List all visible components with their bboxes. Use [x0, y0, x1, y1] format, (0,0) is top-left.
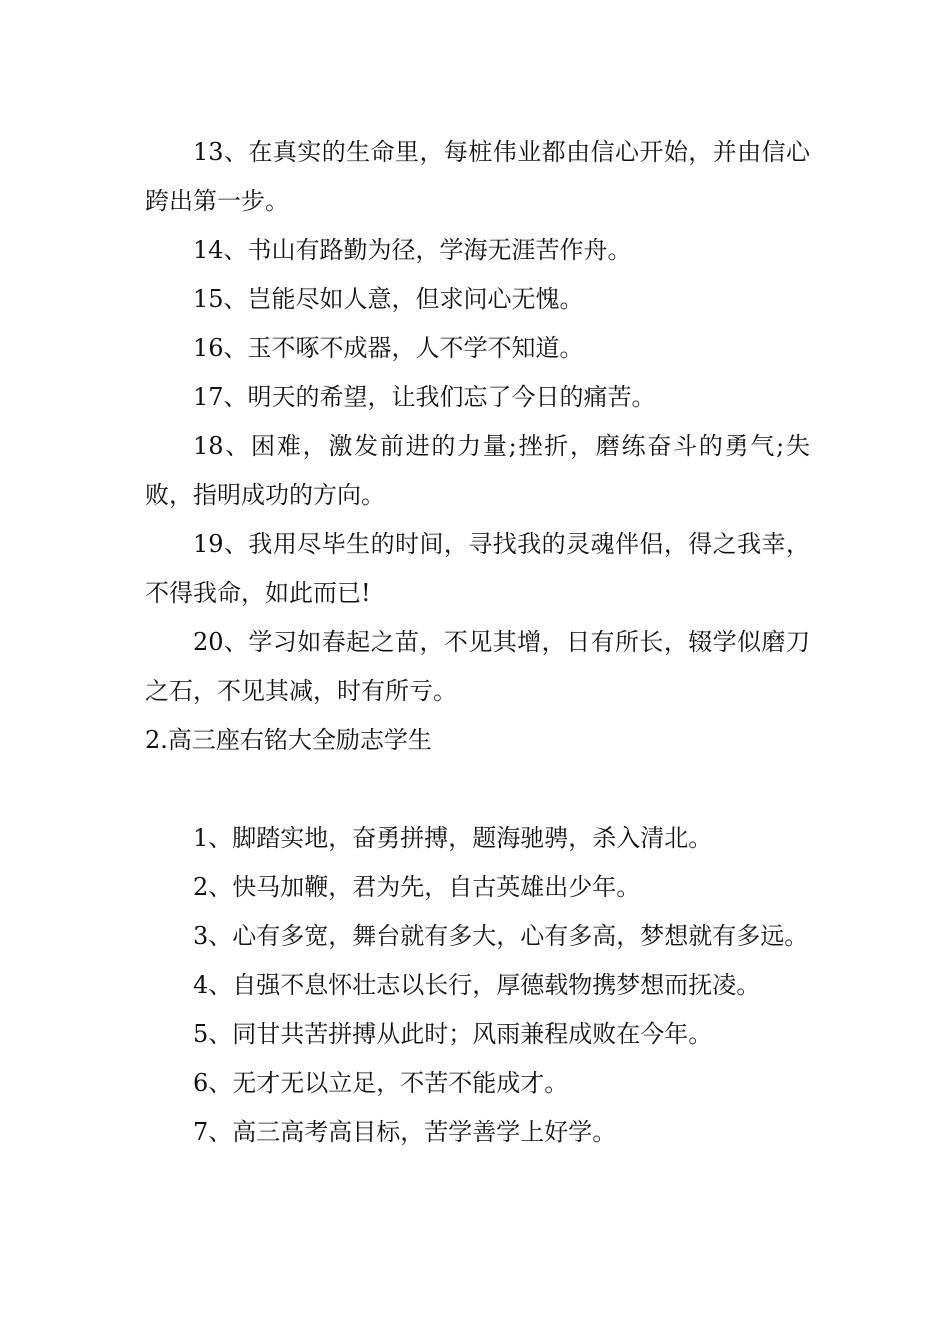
document-body — [145, 128, 810, 1157]
list-item: 16、玉不啄不成器，人不学不知道。 — [193, 334, 584, 362]
list-item: 1、脚踏实地，奋勇拼搏，题海驰骋，杀入清北。 — [193, 824, 713, 852]
list-item: 19、我用尽毕生的时间，寻找我的灵魂伴侣，得之我幸，不得我命，如此而已! — [145, 530, 810, 607]
list-item: 2、快马加鞭，君为先，自古英雄出少年。 — [193, 873, 641, 901]
list-item: 20、学习如春起之苗，不见其增，日有所长，辍学似磨刀之石，不见其减，时有所亏。 — [145, 628, 810, 705]
list-item: 13、在真实的生命里，每桩伟业都由信心开始，并由信心跨出第一步。 — [145, 138, 810, 215]
list-item: 4、自强不息怀壮志以长行，厚德载物携梦想而抚凌。 — [193, 971, 761, 999]
list-item: 3、心有多宽，舞台就有多大，心有多高，梦想就有多远。 — [193, 922, 809, 950]
list-item: 5、同甘共苦拼搏从此时；风雨兼程成败在今年。 — [193, 1020, 713, 1048]
list-item: 15、岂能尽如人意，但求问心无愧。 — [193, 285, 584, 313]
list-item: 14、书山有路勤为径，学海无涯苦作舟。 — [193, 236, 632, 264]
list-item: 17、明天的希望，让我们忘了今日的痛苦。 — [193, 383, 656, 411]
section-heading: 2.高三座右铭大全励志学生 — [145, 726, 432, 754]
list-item: 6、无才无以立足，不苦不能成才。 — [193, 1069, 569, 1097]
spacer — [145, 765, 810, 814]
list-item: 18、困难，激发前进的力量;挫折，磨练奋斗的勇气;失败，指明成功的方向。 — [145, 432, 810, 509]
list-item: 7、高三高考高目标，苦学善学上好学。 — [193, 1118, 617, 1146]
